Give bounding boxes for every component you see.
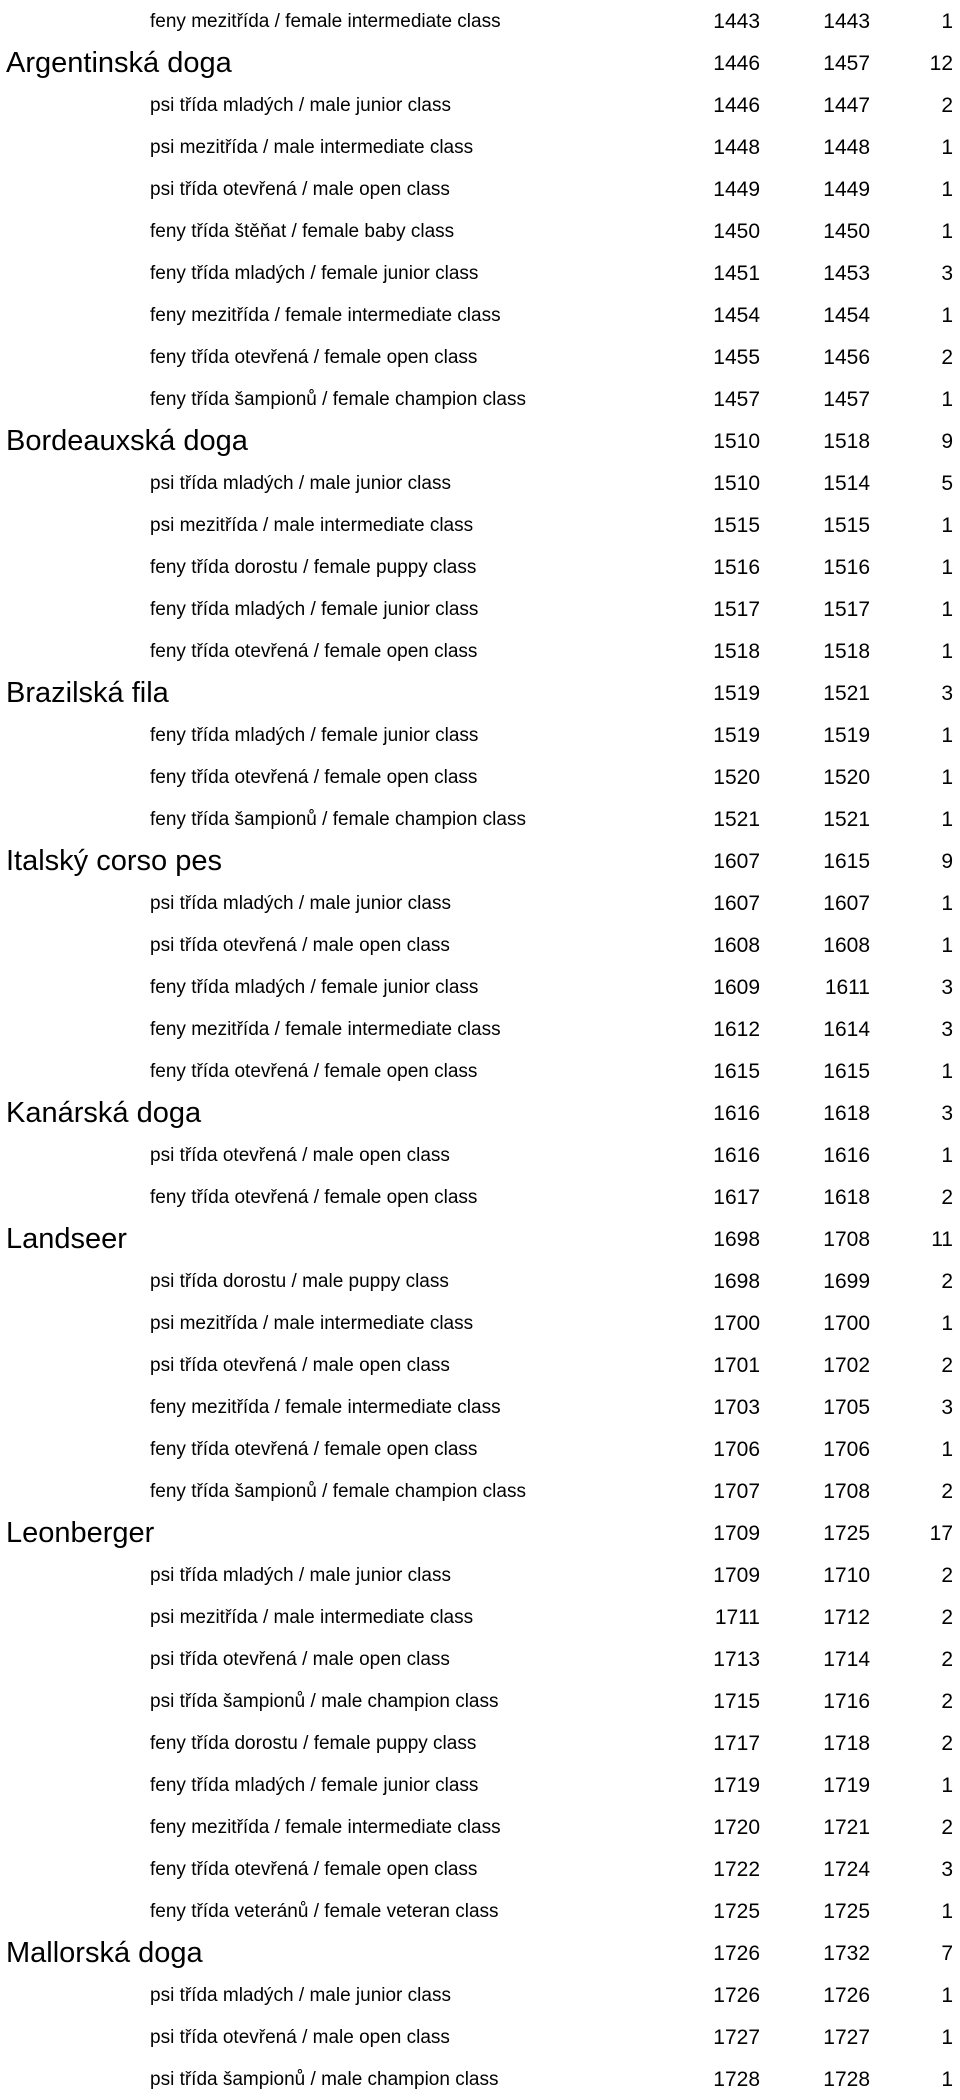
entry-count: 1 xyxy=(941,388,953,411)
class-name: psi mezitřída / male intermediate class xyxy=(150,1313,474,1334)
class-name: psi třída otevřená / male open class xyxy=(150,935,450,956)
catalog-from-number: 1607 xyxy=(713,892,760,915)
class-name: psi mezitřída / male intermediate class xyxy=(150,137,474,158)
catalog-to-number: 1456 xyxy=(823,346,870,369)
class-row xyxy=(0,1470,960,1512)
class-name: psi třída mladých / male junior class xyxy=(150,893,451,914)
entry-count: 1 xyxy=(941,1312,953,1335)
class-name: psi třída mladých / male junior class xyxy=(150,1985,451,2006)
class-name: feny třída mladých / female junior class xyxy=(150,725,479,746)
breed-name: Mallorská doga xyxy=(6,1937,203,1969)
breed-row xyxy=(0,672,960,714)
class-name: feny mezitřída / female intermediate class xyxy=(150,1817,501,1838)
entry-count: 2 xyxy=(941,1354,953,1377)
class-name: feny třída otevřená / female open class xyxy=(150,641,478,662)
entry-count: 1 xyxy=(941,1144,953,1167)
catalog-to-number: 1705 xyxy=(823,1396,870,1419)
class-row xyxy=(0,210,960,252)
catalog-to-number: 1615 xyxy=(823,1060,870,1083)
catalog-to-number: 1448 xyxy=(823,136,870,159)
catalog-to-number: 1520 xyxy=(823,766,870,789)
class-row xyxy=(0,1176,960,1218)
catalog-from-number: 1703 xyxy=(713,1396,760,1419)
entry-count: 1 xyxy=(941,892,953,915)
catalog-to-number: 1517 xyxy=(823,598,870,621)
breed-row xyxy=(0,420,960,462)
breed-name: Brazilská fila xyxy=(6,677,169,709)
catalog-to-number: 1521 xyxy=(823,808,870,831)
catalog-from-number: 1700 xyxy=(713,1312,760,1335)
catalog-from-number: 1451 xyxy=(713,262,760,285)
catalog-from-number: 1706 xyxy=(713,1438,760,1461)
class-name: psi třída otevřená / male open class xyxy=(150,179,450,200)
class-name: psi mezitřída / male intermediate class xyxy=(150,515,474,536)
class-row xyxy=(0,126,960,168)
entry-count: 1 xyxy=(941,220,953,243)
catalog-from-number: 1449 xyxy=(713,178,760,201)
entry-count: 2 xyxy=(941,1480,953,1503)
entry-count: 3 xyxy=(941,976,953,999)
entry-count: 7 xyxy=(941,1942,953,1965)
class-row xyxy=(0,1764,960,1806)
class-name: feny třída šampionů / female champion class xyxy=(150,1481,526,1502)
class-row xyxy=(0,1554,960,1596)
entry-count: 1 xyxy=(941,724,953,747)
catalog-to-number: 1727 xyxy=(823,2026,870,2049)
class-name: feny třída mladých / female junior class xyxy=(150,1775,479,1796)
catalog-to-number: 1718 xyxy=(823,1732,870,1755)
catalog-to-number: 1443 xyxy=(823,10,870,33)
entry-count: 2 xyxy=(941,1648,953,1671)
breed-row xyxy=(0,1092,960,1134)
class-row xyxy=(0,1890,960,1932)
catalog-from-number: 1719 xyxy=(713,1774,760,1797)
catalog-to-number: 1518 xyxy=(823,640,870,663)
breed-row xyxy=(0,840,960,882)
class-name: feny třída veteránů / female veteran class xyxy=(150,1901,499,1922)
breed-row xyxy=(0,42,960,84)
catalog-from-number: 1717 xyxy=(713,1732,760,1755)
catalog-from-number: 1519 xyxy=(713,682,760,705)
catalog-from-number: 1510 xyxy=(713,430,760,453)
entry-count: 1 xyxy=(941,934,953,957)
catalog-to-number: 1515 xyxy=(823,514,870,537)
entry-count: 1 xyxy=(941,304,953,327)
catalog-to-number: 1616 xyxy=(823,1144,870,1167)
class-name: feny mezitřída / female intermediate class xyxy=(150,11,501,32)
catalog-from-number: 1455 xyxy=(713,346,760,369)
entry-count: 2 xyxy=(941,1564,953,1587)
catalog-from-number: 1727 xyxy=(713,2026,760,2049)
entry-count: 1 xyxy=(941,640,953,663)
entry-count: 1 xyxy=(941,514,953,537)
entry-count: 11 xyxy=(931,1228,953,1251)
catalog-from-number: 1698 xyxy=(713,1228,760,1251)
class-name: feny třída otevřená / female open class xyxy=(150,1439,478,1460)
class-row xyxy=(0,966,960,1008)
class-row xyxy=(0,504,960,546)
class-name: feny třída otevřená / female open class xyxy=(150,1061,478,1082)
class-row xyxy=(0,546,960,588)
entry-count: 2 xyxy=(941,1270,953,1293)
catalog-from-number: 1510 xyxy=(713,472,760,495)
catalog-from-number: 1701 xyxy=(713,1354,760,1377)
catalog-to-number: 1457 xyxy=(823,388,870,411)
entry-count: 17 xyxy=(929,1522,953,1545)
class-row xyxy=(0,294,960,336)
catalog-to-number: 1521 xyxy=(823,682,870,705)
catalog-from-number: 1728 xyxy=(713,2068,760,2091)
entry-count: 1 xyxy=(941,1984,953,2007)
class-row xyxy=(0,1050,960,1092)
catalog-from-number: 1521 xyxy=(713,808,760,831)
catalog-to-number: 1712 xyxy=(823,1606,870,1629)
class-name: psi třída otevřená / male open class xyxy=(150,1145,450,1166)
catalog-to-number: 1708 xyxy=(823,1228,870,1251)
class-name: feny mezitřída / female intermediate class xyxy=(150,305,501,326)
class-name: psi třída otevřená / male open class xyxy=(150,1355,450,1376)
entry-count: 3 xyxy=(941,262,953,285)
catalog-to-number: 1714 xyxy=(823,1648,870,1671)
class-name: feny třída mladých / female junior class xyxy=(150,599,479,620)
class-name: psi třída otevřená / male open class xyxy=(150,2027,450,2048)
catalog-to-number: 1725 xyxy=(823,1900,870,1923)
catalog-to-number: 1710 xyxy=(823,1564,870,1587)
entry-count: 2 xyxy=(941,1690,953,1713)
class-name: psi třída mladých / male junior class xyxy=(150,1565,451,1586)
catalog-to-number: 1721 xyxy=(823,1816,870,1839)
class-name: feny mezitřída / female intermediate class xyxy=(150,1397,501,1418)
entry-count: 2 xyxy=(941,346,953,369)
catalog-from-number: 1713 xyxy=(713,1648,760,1671)
catalog-to-number: 1728 xyxy=(823,2068,870,2091)
catalog-to-number: 1447 xyxy=(823,94,870,117)
class-row xyxy=(0,168,960,210)
catalog-from-number: 1518 xyxy=(713,640,760,663)
entry-count: 1 xyxy=(941,1438,953,1461)
entry-count: 2 xyxy=(941,1606,953,1629)
breed-row xyxy=(0,1932,960,1974)
class-name: psi třída mladých / male junior class xyxy=(150,473,451,494)
class-row xyxy=(0,1638,960,1680)
class-name: feny třída štěňat / female baby class xyxy=(150,221,455,242)
catalog-to-number: 1607 xyxy=(823,892,870,915)
breed-name: Kanárská doga xyxy=(6,1097,202,1129)
breed-name: Leonberger xyxy=(6,1517,155,1549)
class-row xyxy=(0,798,960,840)
class-name: feny třída dorostu / female puppy class xyxy=(150,1733,477,1754)
entry-count: 9 xyxy=(941,850,953,873)
class-name: feny třída otevřená / female open class xyxy=(150,347,478,368)
class-row xyxy=(0,1848,960,1890)
entry-count: 3 xyxy=(941,1396,953,1419)
class-row xyxy=(0,2016,960,2058)
entry-count: 2 xyxy=(941,1186,953,1209)
class-row xyxy=(0,588,960,630)
catalog-from-number: 1725 xyxy=(713,1900,760,1923)
entry-count: 1 xyxy=(941,1060,953,1083)
class-row xyxy=(0,2058,960,2100)
class-name: feny třída mladých / female junior class xyxy=(150,977,479,998)
entry-count: 2 xyxy=(941,94,953,117)
catalog-from-number: 1707 xyxy=(713,1480,760,1503)
entry-count: 9 xyxy=(941,430,953,453)
catalog-to-number: 1724 xyxy=(823,1858,870,1881)
entry-count: 3 xyxy=(941,682,953,705)
catalog-from-number: 1515 xyxy=(713,514,760,537)
catalog-to-number: 1611 xyxy=(824,976,870,999)
class-row xyxy=(0,0,960,42)
catalog-to-number: 1457 xyxy=(823,52,870,75)
class-row xyxy=(0,1974,960,2016)
catalog-to-number: 1725 xyxy=(823,1522,870,1545)
catalog-from-number: 1698 xyxy=(713,1270,760,1293)
class-row xyxy=(0,1680,960,1722)
catalog-to-number: 1708 xyxy=(823,1480,870,1503)
catalog-from-number: 1516 xyxy=(713,556,760,579)
breed-name: Landseer xyxy=(6,1223,127,1255)
catalog-to-number: 1706 xyxy=(823,1438,870,1461)
catalog-to-number: 1519 xyxy=(823,724,870,747)
class-name: psi třída otevřená / male open class xyxy=(150,1649,450,1670)
breed-row xyxy=(0,1512,960,1554)
entry-count: 1 xyxy=(941,178,953,201)
catalog-to-number: 1726 xyxy=(823,1984,870,2007)
entry-count: 1 xyxy=(941,1774,953,1797)
catalog-to-number: 1614 xyxy=(823,1018,870,1041)
catalog-to-number: 1732 xyxy=(823,1942,870,1965)
class-row xyxy=(0,252,960,294)
catalog-from-number: 1454 xyxy=(713,304,760,327)
class-row xyxy=(0,756,960,798)
catalog-to-number: 1699 xyxy=(823,1270,870,1293)
class-row xyxy=(0,1260,960,1302)
class-row xyxy=(0,1596,960,1638)
catalog-to-number: 1618 xyxy=(823,1102,870,1125)
catalog-to-number: 1719 xyxy=(823,1774,870,1797)
class-name: psi třída mladých / male junior class xyxy=(150,95,451,116)
catalog-to-number: 1516 xyxy=(823,556,870,579)
class-name: psi třída šampionů / male champion class xyxy=(150,1691,499,1712)
entry-count: 2 xyxy=(941,1732,953,1755)
class-name: feny třída šampionů / female champion class xyxy=(150,809,526,830)
catalog-from-number: 1715 xyxy=(713,1690,760,1713)
catalog-from-number: 1519 xyxy=(713,724,760,747)
entry-count: 12 xyxy=(929,52,953,75)
breed-name: Argentinská doga xyxy=(6,47,232,79)
catalog-to-number: 1615 xyxy=(823,850,870,873)
entry-count: 1 xyxy=(941,136,953,159)
catalog-from-number: 1722 xyxy=(713,1858,760,1881)
entry-count: 1 xyxy=(941,766,953,789)
catalog-from-number: 1446 xyxy=(713,52,760,75)
catalog-from-number: 1608 xyxy=(713,934,760,957)
catalog-to-number: 1449 xyxy=(823,178,870,201)
breed-name: Bordeauxská doga xyxy=(6,425,248,457)
class-row xyxy=(0,714,960,756)
entry-count: 3 xyxy=(941,1018,953,1041)
catalog-from-number: 1726 xyxy=(713,1984,760,2007)
catalog-from-number: 1609 xyxy=(713,976,760,999)
breed-name: Italský corso pes xyxy=(6,845,222,877)
catalog-from-number: 1450 xyxy=(713,220,760,243)
class-name: psi třída šampionů / male champion class xyxy=(150,2069,499,2090)
catalog-from-number: 1720 xyxy=(713,1816,760,1839)
entry-count: 1 xyxy=(941,2026,953,2049)
catalog-from-number: 1709 xyxy=(713,1522,760,1545)
catalog-from-number: 1616 xyxy=(713,1144,760,1167)
class-row xyxy=(0,1428,960,1470)
catalog-from-number: 1709 xyxy=(713,1564,760,1587)
catalog-from-number: 1517 xyxy=(713,598,760,621)
catalog-to-number: 1716 xyxy=(823,1690,870,1713)
entry-count: 1 xyxy=(941,2068,953,2091)
entry-count: 1 xyxy=(941,808,953,831)
catalog-to-number: 1514 xyxy=(823,472,870,495)
class-row xyxy=(0,924,960,966)
class-name: psi mezitřída / male intermediate class xyxy=(150,1607,474,1628)
class-name: feny třída dorostu / female puppy class xyxy=(150,557,477,578)
entry-count: 3 xyxy=(941,1858,953,1881)
class-row xyxy=(0,1344,960,1386)
catalog-to-number: 1518 xyxy=(823,430,870,453)
catalog-to-number: 1450 xyxy=(823,220,870,243)
class-name: feny třída otevřená / female open class xyxy=(150,767,478,788)
class-row xyxy=(0,1134,960,1176)
entry-count: 5 xyxy=(941,472,953,495)
class-name: feny třída šampionů / female champion class xyxy=(150,389,526,410)
catalog-to-number: 1700 xyxy=(823,1312,870,1335)
catalog-from-number: 1443 xyxy=(713,10,760,33)
catalog-from-number: 1520 xyxy=(713,766,760,789)
entry-count: 1 xyxy=(941,598,953,621)
class-row xyxy=(0,1008,960,1050)
class-name: feny třída otevřená / female open class xyxy=(150,1187,478,1208)
breed-row xyxy=(0,1218,960,1260)
catalog-to-number: 1608 xyxy=(823,934,870,957)
class-row xyxy=(0,336,960,378)
class-name: feny třída mladých / female junior class xyxy=(150,263,479,284)
class-row xyxy=(0,1302,960,1344)
catalog-to-number: 1702 xyxy=(823,1354,870,1377)
class-name: psi třída dorostu / male puppy class xyxy=(150,1271,449,1292)
catalog-from-number: 1607 xyxy=(713,850,760,873)
entry-count: 1 xyxy=(941,1900,953,1923)
class-name: feny mezitřída / female intermediate class xyxy=(150,1019,501,1040)
class-row xyxy=(0,882,960,924)
class-row xyxy=(0,462,960,504)
catalog-from-number: 1616 xyxy=(713,1102,760,1125)
catalog-from-number: 1448 xyxy=(713,136,760,159)
class-row xyxy=(0,1806,960,1848)
catalog-from-number: 1711 xyxy=(714,1606,760,1629)
catalog-to-number: 1618 xyxy=(823,1186,870,1209)
class-row xyxy=(0,630,960,672)
entry-count: 1 xyxy=(941,10,953,33)
entry-count: 1 xyxy=(941,556,953,579)
entry-count: 2 xyxy=(941,1816,953,1839)
catalog-from-number: 1617 xyxy=(713,1186,760,1209)
catalog-from-number: 1615 xyxy=(713,1060,760,1083)
class-row xyxy=(0,1386,960,1428)
entry-count: 3 xyxy=(941,1102,953,1125)
catalog-from-number: 1446 xyxy=(713,94,760,117)
catalog-to-number: 1453 xyxy=(823,262,870,285)
class-row xyxy=(0,84,960,126)
catalog-to-number: 1454 xyxy=(823,304,870,327)
catalog-from-number: 1612 xyxy=(713,1018,760,1041)
catalog-from-number: 1726 xyxy=(713,1942,760,1965)
catalog-from-number: 1457 xyxy=(713,388,760,411)
class-name: feny třída otevřená / female open class xyxy=(150,1859,478,1880)
class-row xyxy=(0,1722,960,1764)
class-row xyxy=(0,378,960,420)
